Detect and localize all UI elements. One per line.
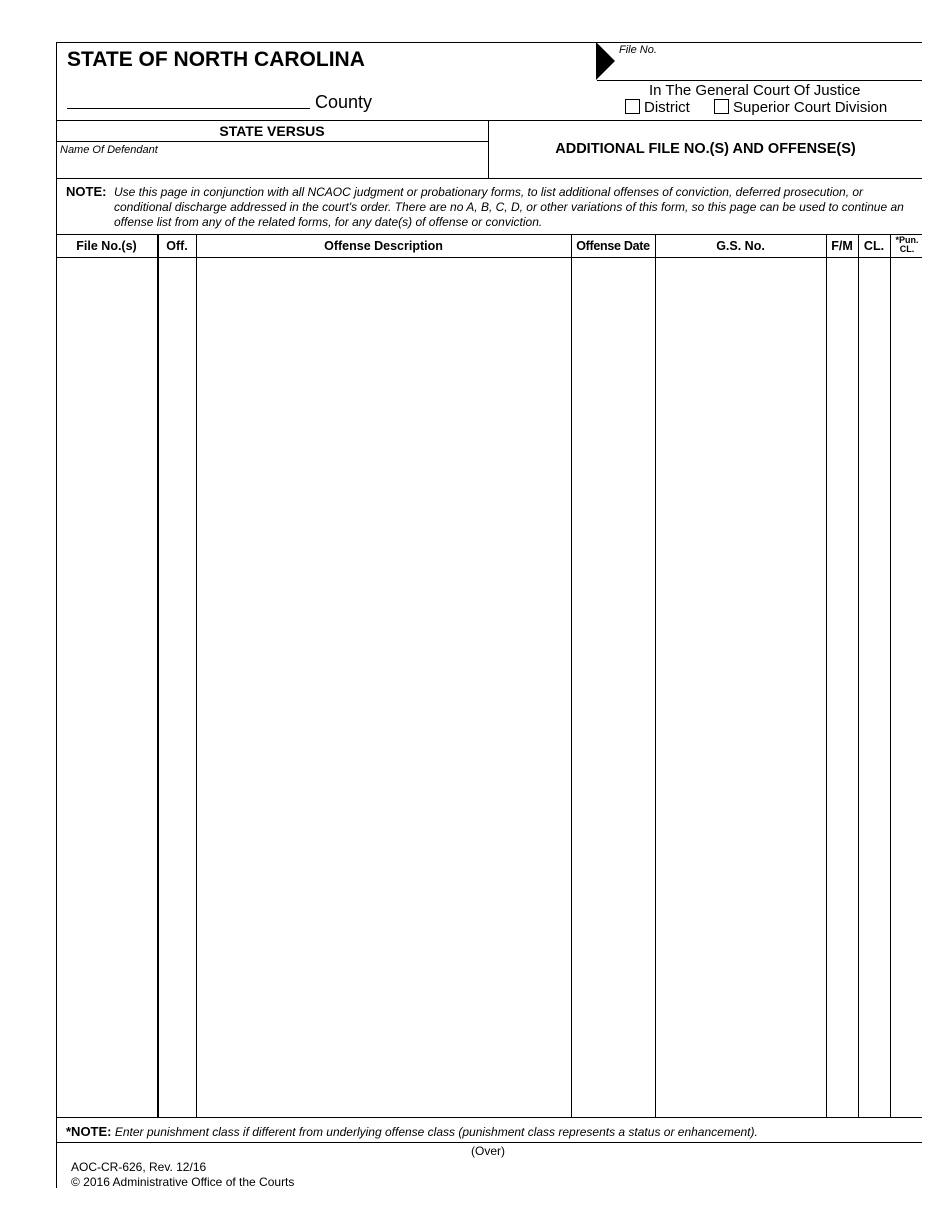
defendant-label: Name Of Defendant bbox=[60, 144, 158, 156]
superior-option[interactable] bbox=[714, 99, 887, 116]
additional-title: ADDITIONAL FILE NO.(S) AND OFFENSE(S) bbox=[555, 141, 856, 157]
superior-checkbox[interactable] bbox=[714, 99, 729, 114]
footnote-text: Enter punishment class if different from underlying offense class (punishment class represents a status or enhancement). bbox=[114, 1125, 758, 1139]
over-label: (Over) bbox=[471, 1144, 505, 1158]
col-header-cl: CL. bbox=[863, 239, 885, 253]
footnote-bottom-border bbox=[56, 1142, 922, 1143]
defendant-top-border bbox=[56, 141, 488, 142]
col-header-offense-date: Offense Date bbox=[576, 239, 650, 253]
form-top-border bbox=[56, 42, 922, 43]
parties-top-border bbox=[56, 120, 922, 121]
table-bottom-border bbox=[56, 1117, 922, 1118]
county-input[interactable] bbox=[67, 90, 310, 109]
col-header-file-no: File No.(s) bbox=[76, 239, 137, 253]
file-no-label: File No. bbox=[619, 44, 657, 56]
district-label: District bbox=[644, 99, 690, 116]
col-header-off: Off. bbox=[166, 239, 188, 253]
form-id: AOC-CR-626, Rev. 12/16 bbox=[71, 1160, 207, 1174]
superior-label: Superior Court Division bbox=[733, 99, 888, 116]
defendant-name-input[interactable] bbox=[60, 158, 484, 176]
note-label: NOTE: bbox=[66, 184, 107, 199]
col-header-pun-cl: *Pun. CL. bbox=[895, 235, 919, 254]
parties-bottom-border bbox=[56, 178, 922, 179]
district-checkbox[interactable] bbox=[625, 99, 640, 114]
state-versus: STATE VERSUS bbox=[219, 123, 325, 139]
col-header-offense-description: Offense Description bbox=[324, 239, 443, 253]
court-title: In The General Court Of Justice bbox=[649, 82, 861, 99]
state-title: STATE OF NORTH CAROLINA bbox=[67, 48, 365, 71]
col-header-fm: F/M bbox=[831, 239, 853, 253]
file-no-input[interactable] bbox=[660, 44, 920, 78]
copyright: © 2016 Administrative Office of the Courts bbox=[71, 1175, 295, 1189]
file-no-arrow-icon bbox=[596, 42, 616, 80]
offense-table-body[interactable] bbox=[57, 258, 921, 1116]
footnote bbox=[66, 1124, 922, 1139]
footnote-label: *NOTE: bbox=[66, 1124, 112, 1139]
col-header-gs-no: G.S. No. bbox=[716, 239, 765, 253]
file-no-underline bbox=[597, 80, 922, 81]
district-option[interactable] bbox=[625, 99, 690, 116]
table-top-border bbox=[56, 234, 922, 235]
county-label: County bbox=[315, 92, 373, 112]
note-text: Use this page in conjunction with all NCAOC judgment or probationary forms, to list additional offenses of conviction, deferred prosecution, or conditional discharge addressed in the court's order. There are no A, B, C, D, or other variations of this form, so this page can be used to continue an offense list from any of the related forms, for any date(s) of offense or conviction. bbox=[114, 185, 904, 229]
